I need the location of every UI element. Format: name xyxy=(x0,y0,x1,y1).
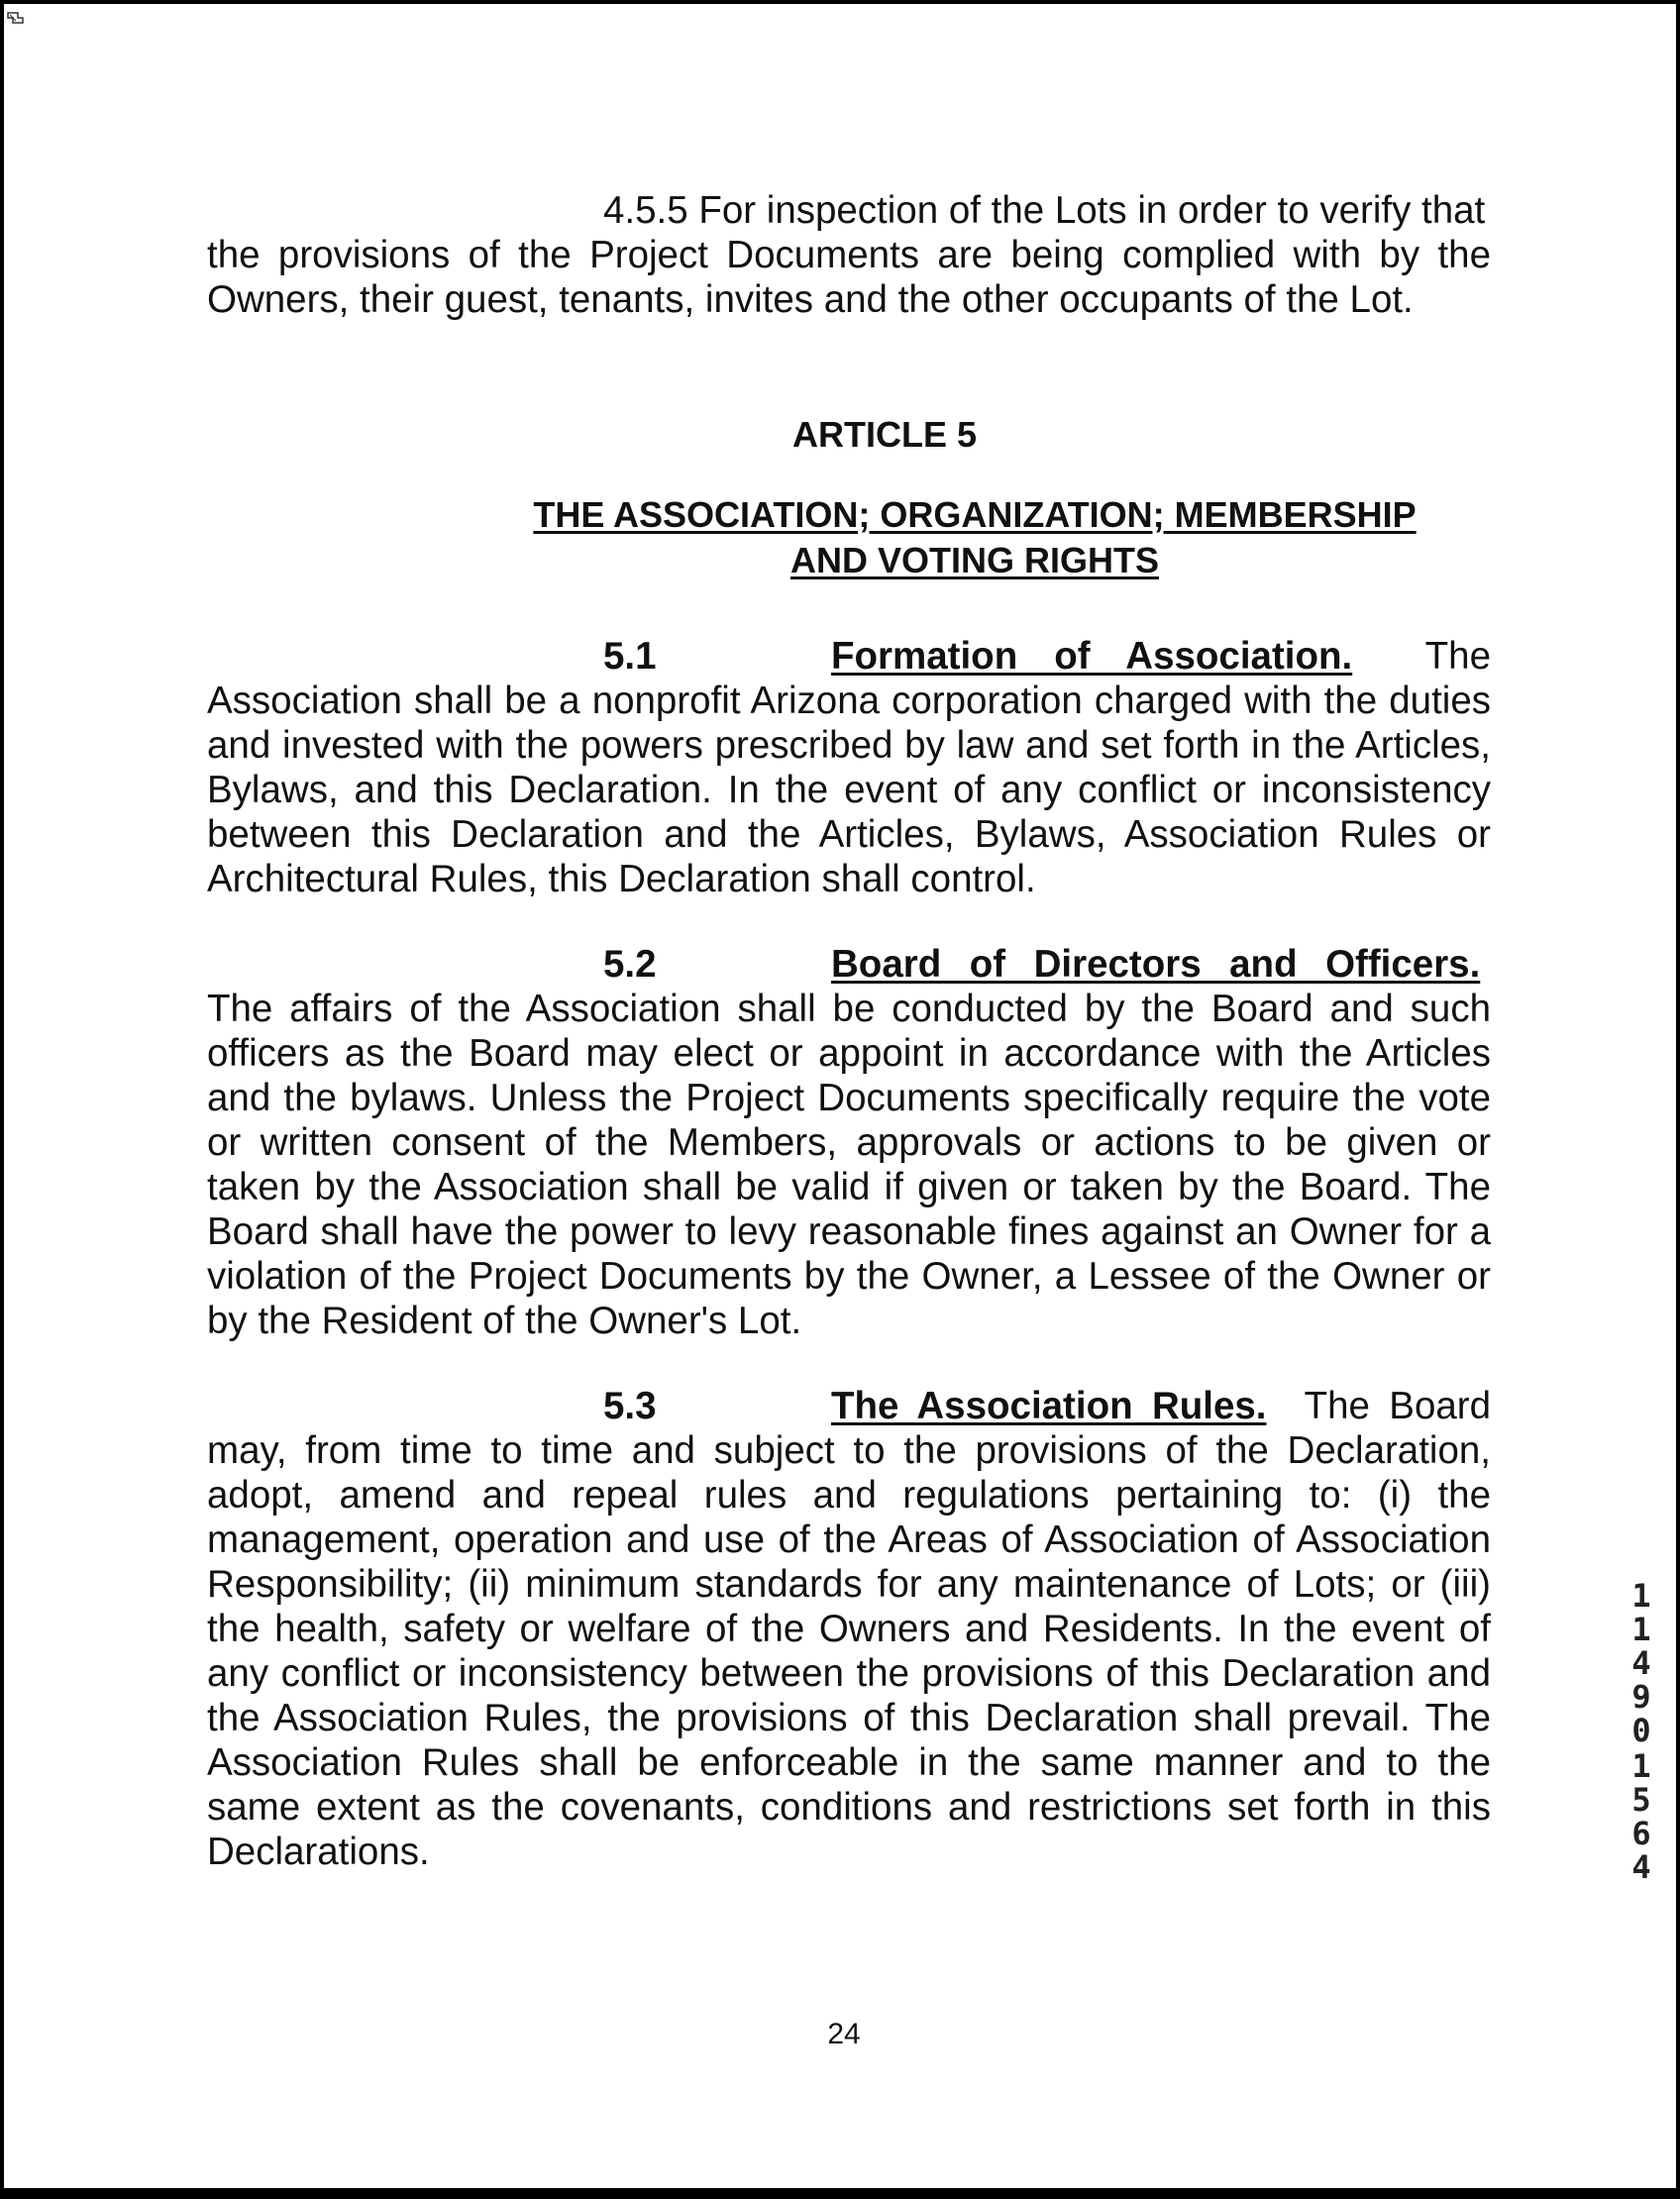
section-body: The affairs of the Association shall be conducted by the Board and such officers as the Board may elect or appoint in accordance with the Articles and the bylaws. Unless the Project Documents specifically require the vote or written consent of the Members, approvals or actions to be given or taken by the Association shall be valid if given or taken by the Board. The Board shall have the power to levy reasonable fines against an Owner for a violation of the Project Documents by the Owner, a Lessee of the Owner or by the Resident of the Owner's Lot. xyxy=(207,988,1491,1342)
section-title: Formation of Association. xyxy=(831,635,1353,678)
section-number: 5.1 xyxy=(603,635,657,678)
section-title: Board of Directors and Officers. xyxy=(831,943,1481,986)
section-number: 5.2 xyxy=(603,943,657,986)
scan-corner-mark-icon xyxy=(6,10,26,28)
recording-stamp-part-1 xyxy=(1627,1579,1656,1747)
stamp-digit: 4 xyxy=(1631,1848,1651,1886)
article-title-line-2: AND VOTING RIGHTS xyxy=(789,540,1159,580)
page-number: 24 xyxy=(827,2018,861,2050)
article-title-line-1: THE ASSOCIATION; ORGANIZATION; MEMBERSHIP xyxy=(533,494,1417,535)
stamp-digit: 5 xyxy=(1631,1781,1651,1819)
section-5-2-paragraph xyxy=(207,942,1491,1343)
stamp-digit: 1 xyxy=(1631,1577,1651,1615)
paragraph-4-5-5-text: the provisions of the Project Documents are being complied with by the Owners, their guest, tenants, invites and the other occupants of the Lot. xyxy=(207,234,1491,321)
section-5-2 xyxy=(207,942,1491,1343)
document-page xyxy=(4,4,1676,2188)
article-label: ARTICLE 5 xyxy=(792,414,978,455)
stamp-digit: 1 xyxy=(1631,1611,1651,1648)
section-5-1-paragraph xyxy=(207,634,1491,901)
section-5-1 xyxy=(207,634,1491,901)
stamp-digit: 0 xyxy=(1631,1712,1651,1749)
section-5-3 xyxy=(207,1384,1491,1874)
stamp-digit: 6 xyxy=(1631,1815,1651,1852)
paragraph-4-5-5-lead-line xyxy=(207,188,1491,233)
section-body: The Association shall be a nonprofit Arizona corporation charged with the duties and invested with the powers prescribed by law and set forth in the Articles, Bylaws, and this Declaration. In the event of any conflict or inconsistency between this Declaration and the Articles, Bylaws, Association Rules or Architectural Rules, this Declaration shall control. xyxy=(207,635,1491,900)
stamp-digit: 9 xyxy=(1631,1678,1651,1716)
article-title xyxy=(460,492,1490,583)
stamp-digit: 4 xyxy=(1631,1644,1651,1682)
paragraph-4-5-5-lead: 4.5.5 For inspection of the Lots in order to verify that xyxy=(603,189,1486,232)
recording-stamp-part-2 xyxy=(1627,1749,1656,1884)
paragraph-4-5-5 xyxy=(207,188,1491,322)
section-body: The Board may, from time to time and subject to the provisions of the Declaration, adopt, amend and repeal rules and regulations pertaining to: (i) the management, operation and use of the Areas of Association of Association Responsibility; (ii) minimum standards for any maintenance of Lots; or (iii) the health, safety or welfare of the Owners and Residents. In the event of any conflict or inconsistency between the provisions of this Declaration and the Association Rules, the provisions of this Declaration shall prevail. The Association Rules shall be enforceable in the same manner and to the same extent as the covenants, conditions and restrictions set forth in this Declarations. xyxy=(207,1385,1492,1873)
section-5-3-paragraph xyxy=(207,1384,1491,1874)
section-title: The Association Rules. xyxy=(831,1385,1267,1427)
stamp-digit: 1 xyxy=(1631,1747,1651,1785)
section-number: 5.3 xyxy=(603,1385,657,1427)
